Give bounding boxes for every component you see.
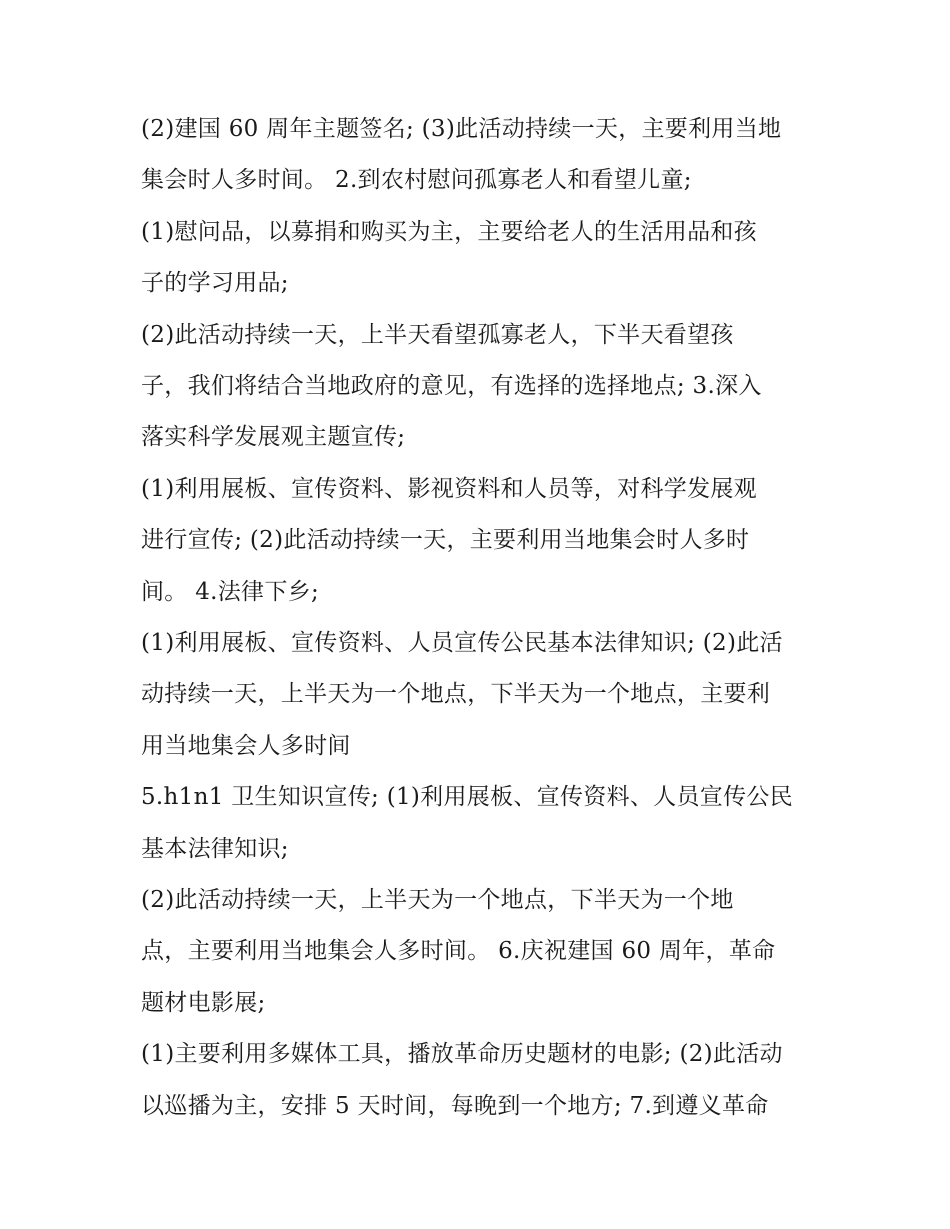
text-line: 题材电影展; xyxy=(141,990,266,1016)
text-line: 进行宣传; (2)此活动持续一天，主要利用当地集会时人多时 xyxy=(141,527,750,553)
text-line: 子，我们将结合当地政府的意见，有选择的选择地点; 3.深入 xyxy=(141,373,762,399)
text-line: (1)利用展板、宣传资料、影视资料和人员等，对科学发展观 xyxy=(141,476,757,502)
text-line: 以巡播为主，安排 5 天时间，每晚到一个地方; 7.到遵义革命 xyxy=(141,1093,769,1119)
text-line: (1)慰问品，以募捐和购买为主，主要给老人的生活用品和孩 xyxy=(141,219,757,245)
text-line: 动持续一天，上半天为一个地点，下半天为一个地点，主要利 xyxy=(141,681,771,707)
text-line: 子的学习用品; xyxy=(141,270,289,296)
text-line: 落实科学发展观主题宣传; xyxy=(141,424,406,450)
text-line: 5.h1n1 卫生知识宣传; (1)利用展板、宣传资料、人员宣传公民 xyxy=(141,784,793,810)
text-line: 间。 4.法律下乡; xyxy=(141,579,320,605)
text-line: 用当地集会人多时间 xyxy=(141,733,351,759)
text-line: (1)主要利用多媒体工具，播放革命历史题材的电影; (2)此活动 xyxy=(141,1041,783,1067)
text-line: (2)此活动持续一天，上半天为一个地点，下半天为一个地 xyxy=(141,887,734,913)
text-line: 点，主要利用当地集会人多时间。 6.庆祝建国 60 周年，革命 xyxy=(141,938,776,964)
text-line: 基本法律知识; xyxy=(141,836,289,862)
text-line: 集会时人多时间。 2.到农村慰问孤寡老人和看望儿童; xyxy=(141,167,692,193)
text-line: (1)利用展板、宣传资料、人员宣传公民基本法律知识; (2)此活 xyxy=(141,630,783,656)
text-line: (2)此活动持续一天，上半天看望孤寡老人，下半天看望孩 xyxy=(141,322,734,348)
text-line: (2)建国 60 周年主题签名; (3)此活动持续一天，主要利用当地 xyxy=(141,116,782,142)
